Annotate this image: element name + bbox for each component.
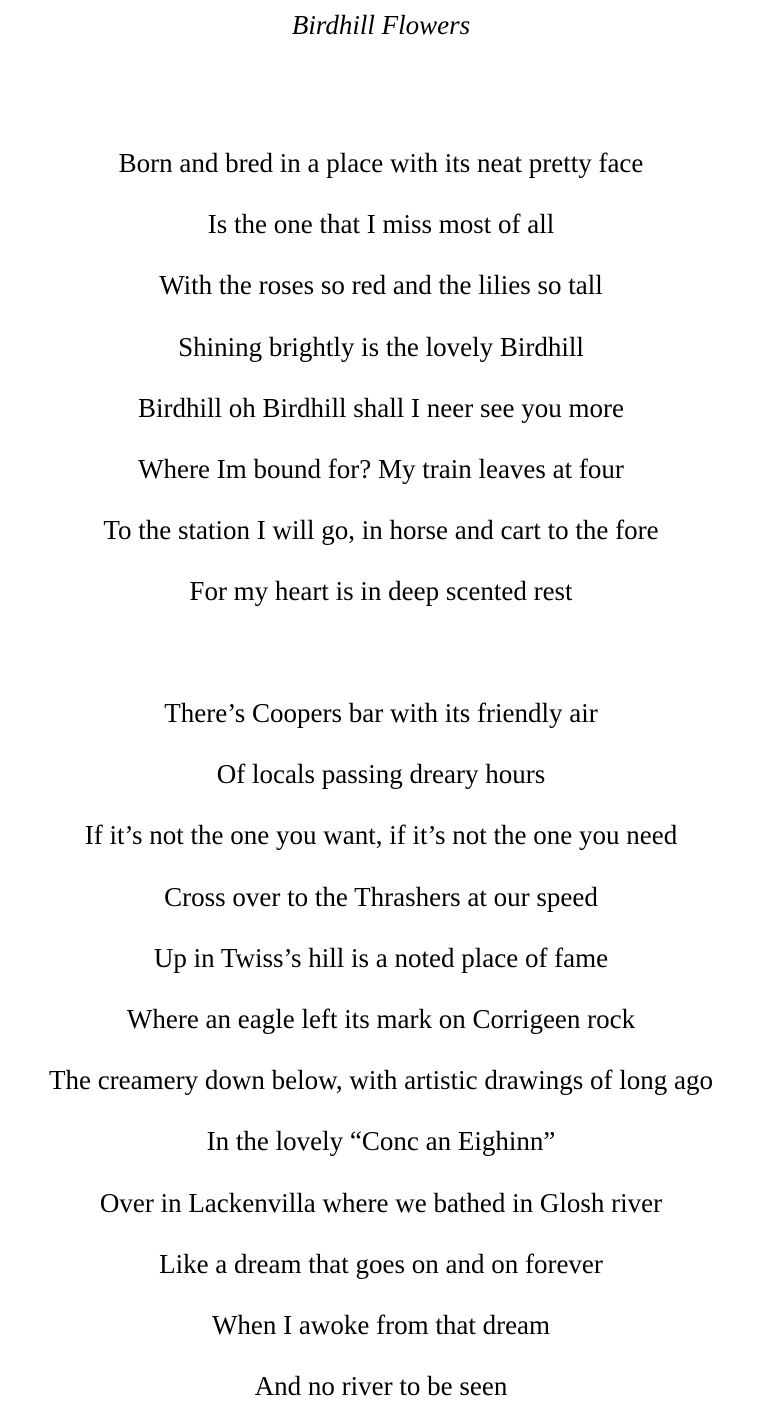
stanza-1: [0, 133, 762, 623]
poem-line: To the station I will go, in horse and cart to the fore: [103, 515, 659, 546]
poem-title: Birdhill Flowers: [291, 10, 471, 40]
poem-line: Where Im bound for? My train leaves at four: [138, 453, 624, 484]
poem-line: If it’s not the one you want, if it’s not the one you need: [84, 820, 678, 851]
poem-line: Is the one that I miss most of all: [207, 209, 555, 240]
poem-line: Birdhill oh Birdhill shall I neer see you more: [138, 392, 624, 423]
poem-line: Over in Lackenvilla where we bathed in Glosh river: [99, 1187, 663, 1218]
poem-line: Born and bred in a place with its neat pretty face: [118, 148, 644, 178]
poem-line: Up in Twiss’s hill is a noted place of fame: [153, 942, 609, 973]
stanza-2: [0, 683, 762, 1417]
poem-line: There’s Coopers bar with its friendly air: [164, 698, 598, 728]
poem-line: When I awoke from that dream: [211, 1309, 551, 1340]
poem-line: Shining brightly is the lovely Birdhill: [178, 331, 584, 362]
poem-line: Of locals passing dreary hours: [216, 759, 546, 790]
poem-line: Where an eagle left its mark on Corrigeen rock: [126, 1003, 636, 1034]
poem-line: Like a dream that goes on and on forever: [159, 1248, 603, 1279]
poem-line: In the lovely “Conc an Eighinn”: [206, 1126, 556, 1157]
poem-line: For my heart is in deep scented rest: [189, 576, 573, 607]
poem-line: Cross over to the Thrashers at our speed: [164, 881, 598, 912]
poem-line: With the roses so red and the lilies so tall: [159, 270, 603, 301]
poem-line: And no river to be seen: [254, 1371, 508, 1402]
poem-line: The creamery down below, with artistic drawings of long ago: [48, 1065, 714, 1096]
